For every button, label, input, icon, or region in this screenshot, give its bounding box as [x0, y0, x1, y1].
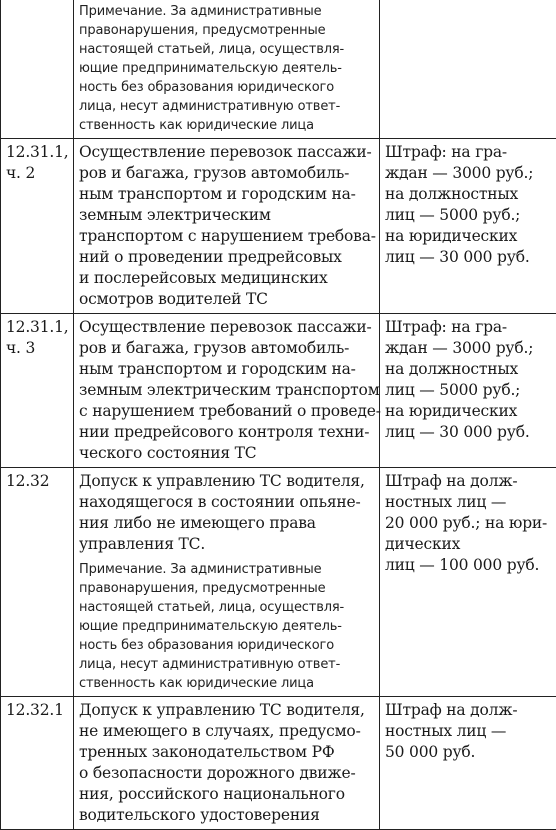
note-line: ность без образования юридического [79, 78, 375, 97]
penalty-cell [380, 139, 556, 314]
penalty-line: лиц — 30 000 руб. [385, 247, 552, 268]
note-line: лица, несут административную ответ- [79, 97, 375, 116]
table-body [1, 0, 556, 830]
penalty-line: 20 000 руб.; на юри- [385, 513, 552, 534]
penalty-line: лиц — 5000 руб.; [385, 205, 552, 226]
description-line: с нарушением требований о проведе- [79, 401, 375, 422]
article-cell [1, 468, 74, 697]
description-line: управления ТС. [79, 534, 375, 555]
table-row [1, 468, 556, 697]
penalty-line: на должностных [385, 184, 552, 205]
note-line: лица, несут административную ответ- [79, 655, 375, 674]
penalty-line: Штраф: на гра- [385, 142, 552, 163]
penalty-line: дических [385, 534, 552, 555]
description-line: не имеющего в случаях, предусмо- [79, 721, 375, 742]
description-cell [74, 0, 380, 139]
description-line: и послерейсовых медицинских [79, 268, 375, 289]
description-line: о безопасности дорожного движе- [79, 763, 375, 784]
article-line: 12.32.1 [6, 700, 69, 721]
note-line: Примечание. За административные [79, 2, 375, 21]
note-line: настоящей статьей, лица, осуществля- [79, 598, 375, 617]
article-line: ч. 3 [6, 338, 69, 359]
note-line: правонарушения, предусмотренные [79, 579, 375, 598]
description-line: Допуск к управлению ТС водителя, [79, 700, 375, 721]
description-line: находящегося в состоянии опьяне- [79, 492, 375, 513]
penalty-line: на юридических [385, 226, 552, 247]
penalty-line: Штраф на долж- [385, 471, 552, 492]
note-line: ность без образования юридического [79, 636, 375, 655]
penalty-line: лиц — 5000 руб.; [385, 380, 552, 401]
note-text [79, 560, 375, 693]
penalty-cell [380, 0, 556, 139]
description-text [79, 471, 375, 555]
article-cell [1, 139, 74, 314]
table-row [1, 0, 556, 139]
penalty-line: лиц — 100 000 руб. [385, 555, 552, 576]
note-line: ющие предпринимательскую деятель- [79, 59, 375, 78]
description-text [79, 317, 375, 464]
penalty-cell [380, 314, 556, 468]
description-line: Осуществление перевозок пассажи- [79, 142, 375, 163]
description-line: земным электрическим транспортом [79, 380, 375, 401]
note-line: ственность как юридические лица [79, 674, 375, 693]
penalty-line: ностных лиц — [385, 721, 552, 742]
description-text [79, 700, 375, 826]
penalty-line: ностных лиц — [385, 492, 552, 513]
penalty-line: на должностных [385, 359, 552, 380]
article-cell [1, 697, 74, 830]
description-line: ров и багажа, грузов автомобиль- [79, 163, 375, 184]
description-line: Осуществление перевозок пассажи- [79, 317, 375, 338]
note-text [79, 2, 375, 135]
note-line: ственность как юридические лица [79, 116, 375, 135]
table-row [1, 314, 556, 468]
article-line: 12.31.1, [6, 317, 69, 338]
article-line: 12.31.1, [6, 142, 69, 163]
description-line: водительского удостоверения [79, 805, 375, 826]
table-row [1, 139, 556, 314]
description-line: земным электрическим [79, 205, 375, 226]
penalty-cell [380, 468, 556, 697]
description-line: ния либо не имеющего права [79, 513, 375, 534]
description-cell [74, 314, 380, 468]
description-line: Допуск к управлению ТС водителя, [79, 471, 375, 492]
penalty-line: лиц — 30 000 руб. [385, 422, 552, 443]
description-cell [74, 468, 380, 697]
article-cell [1, 0, 74, 139]
description-line: ров и багажа, грузов автомобиль- [79, 338, 375, 359]
article-line: 12.32 [6, 471, 69, 492]
penalty-cell [380, 697, 556, 830]
description-line: нии предрейсового контроля техни- [79, 422, 375, 443]
article-line: ч. 2 [6, 163, 69, 184]
penalty-line: ждан — 3000 руб.; [385, 338, 552, 359]
penalty-line: на юридических [385, 401, 552, 422]
description-line: ния, российского национального [79, 784, 375, 805]
note-line: ющие предпринимательскую деятель- [79, 617, 375, 636]
description-text [79, 142, 375, 310]
penalty-line: Штраф: на гра- [385, 317, 552, 338]
description-cell [74, 697, 380, 830]
description-line: ным транспортом и городским на- [79, 359, 375, 380]
description-line: ным транспортом и городским на- [79, 184, 375, 205]
description-line: ческого состояния ТС [79, 443, 375, 464]
penalty-line: 50 000 руб. [385, 742, 552, 763]
note-line: правонарушения, предусмотренные [79, 21, 375, 40]
article-cell [1, 314, 74, 468]
description-line: ний о проведении предрейсовых [79, 247, 375, 268]
note-line: настоящей статьей, лица, осуществля- [79, 40, 375, 59]
penalty-line: Штраф на долж- [385, 700, 552, 721]
description-line: осмотров водителей ТС [79, 289, 375, 310]
description-cell [74, 139, 380, 314]
description-line: тренных законодательством РФ [79, 742, 375, 763]
note-line: Примечание. За административные [79, 560, 375, 579]
penalty-line: ждан — 3000 руб.; [385, 163, 552, 184]
table-row [1, 697, 556, 830]
description-line: транспортом с нарушением требова- [79, 226, 375, 247]
